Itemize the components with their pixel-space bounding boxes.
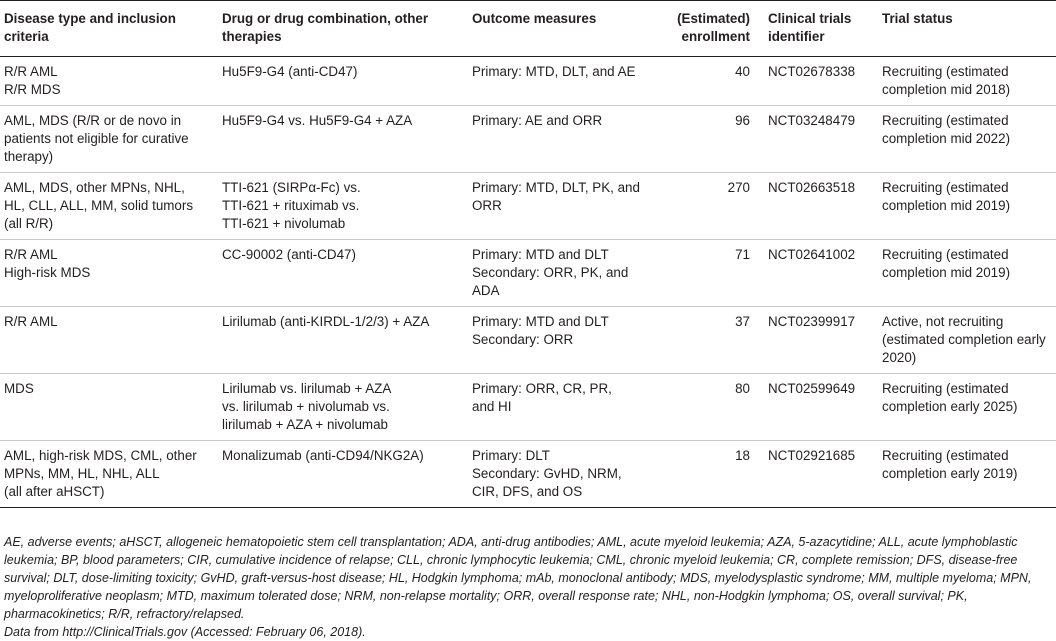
cell-outcome-line: Primary: ORR, CR, PR, [472, 381, 612, 396]
cell-disease-line: therapy) [4, 149, 54, 164]
cell-drug-line: Lirilumab vs. lirilumab + AZA [222, 381, 392, 396]
cell-outcome-line: CIR, DFS, and OS [472, 484, 583, 499]
table-footnote [4, 533, 1052, 641]
cell-status [878, 441, 1056, 508]
cell-outcome-line: Secondary: GvHD, NRM, [472, 466, 622, 481]
table-row [0, 441, 1056, 508]
cell-drug-line: lirilumab + AZA + nivolumab [222, 417, 388, 432]
cell-identifier: NCT02399917 [764, 307, 878, 374]
cell-drug-line: CC-90002 (anti-CD47) [222, 247, 356, 262]
header-row [0, 1, 1056, 57]
cell-enrollment: 80 [668, 374, 764, 441]
table-row [0, 57, 1056, 106]
cell-enrollment: 96 [668, 106, 764, 173]
cell-drug [218, 374, 468, 441]
cell-outcome-line: Primary: MTD and DLT [472, 314, 609, 329]
cell-outcome [468, 57, 668, 106]
cell-drug-line: Hu5F9-G4 (anti-CD47) [222, 64, 358, 79]
cell-disease [0, 240, 218, 307]
cell-drug [218, 240, 468, 307]
cell-outcome-line: Primary: MTD, DLT, PK, and [472, 180, 640, 195]
cell-disease-line: (all R/R) [4, 216, 54, 231]
cell-outcome-line: Primary: AE and ORR [472, 113, 603, 128]
cell-outcome-line: Primary: MTD, DLT, and AE [472, 64, 636, 79]
cell-drug-line: Lirilumab (anti-KIRDL-1/2/3) + AZA [222, 314, 430, 329]
cell-disease [0, 57, 218, 106]
cell-drug [218, 441, 468, 508]
cell-disease-line: MDS [4, 381, 34, 396]
cell-status [878, 57, 1056, 106]
cell-outcome [468, 307, 668, 374]
cell-drug-line: Hu5F9-G4 vs. Hu5F9-G4 + AZA [222, 113, 413, 128]
cell-status [878, 307, 1056, 374]
cell-status-line: (estimated completion early [882, 332, 1046, 347]
cell-disease [0, 307, 218, 374]
cell-disease [0, 441, 218, 508]
table-row [0, 106, 1056, 173]
cell-status-line: Recruiting (estimated [882, 180, 1009, 195]
table-row [0, 173, 1056, 240]
cell-disease-line: AML, MDS (R/R or de novo in [4, 113, 182, 128]
cell-status-line: 2020) [882, 350, 917, 365]
cell-enrollment: 40 [668, 57, 764, 106]
table-row [0, 307, 1056, 374]
cell-enrollment: 18 [668, 441, 764, 508]
cell-identifier: NCT02641002 [764, 240, 878, 307]
cell-disease-line: AML, MDS, other MPNs, NHL, [4, 180, 185, 195]
cell-status-line: Active, not recruiting [882, 314, 1004, 329]
cell-identifier: NCT03248479 [764, 106, 878, 173]
col-header-drug: Drug or drug combination, other therapies [218, 1, 468, 57]
cell-enrollment: 37 [668, 307, 764, 374]
col-header-status: Trial status [878, 1, 1056, 57]
cell-drug-line: TTI-621 + nivolumab [222, 216, 346, 231]
cell-disease-line: R/R MDS [4, 82, 61, 97]
cell-status-line: Recruiting (estimated [882, 64, 1009, 79]
cell-disease-line: MPNs, MM, HL, NHL, ALL [4, 466, 160, 481]
cell-status [878, 240, 1056, 307]
cell-status-line: completion mid 2019) [882, 265, 1011, 280]
col-header-identifier: Clinical trials identifier [764, 1, 878, 57]
cell-status-line: completion early 2025) [882, 399, 1018, 414]
cell-identifier: NCT02921685 [764, 441, 878, 508]
cell-outcome [468, 173, 668, 240]
col-header-enrollment: (Estimated) enrollment [668, 1, 764, 57]
cell-status-line: completion early 2019) [882, 466, 1018, 481]
cell-outcome-line: and HI [472, 399, 512, 414]
cell-drug-line: vs. lirilumab + nivolumab vs. [222, 399, 390, 414]
table-row [0, 374, 1056, 441]
abbreviations-note: AE, adverse events; aHSCT, allogeneic hematopoietic stem cell transplantation; ADA, anti-drug antibodies; AML, acute myeloid leukemia; AZA, 5-azacytidine; ALL, acute lymphoblastic leukemia; BP, blood parameters; CIR, cumulative incidence of relapse; CLL, chronic lymphocytic leukemia; CML, chronic myeloid leukemia; CR, complete remission; DFS, disease-free survival; DLT, dose-limiting toxicity; GvHD, graft-versus-host disease; HL, Hodgkin lymphoma; mAb, monoclonal antibody; MDS, myelodysplastic syndrome; MM, multiple myeloma; MPN, myeloproliferative neoplasm; MTD, maximum tolerated dose; NRM, non-relapse mortality; ORR, overall response rate; NHL, non-Hodgkin lymphoma; OS, overall survival; PK, pharmacokinetics; R/R, refractory/relapsed. [4, 535, 1032, 621]
cell-identifier: NCT02599649 [764, 374, 878, 441]
cell-outcome-line: ADA [472, 283, 500, 298]
cell-disease [0, 374, 218, 441]
cell-outcome-line: Secondary: ORR [472, 332, 574, 347]
cell-drug-line: TTI-621 + rituximab vs. [222, 198, 360, 213]
cell-disease-line: High-risk MDS [4, 265, 91, 280]
cell-status-line: Recruiting (estimated [882, 448, 1009, 463]
cell-disease [0, 106, 218, 173]
cell-status-line: Recruiting (estimated [882, 381, 1009, 396]
cell-status-line: completion mid 2022) [882, 131, 1011, 146]
cell-drug-line: Monalizumab (anti-CD94/NKG2A) [222, 448, 424, 463]
cell-disease-line: AML, high-risk MDS, CML, other [4, 448, 197, 463]
table-row [0, 240, 1056, 307]
table-body [0, 57, 1056, 508]
cell-outcome [468, 374, 668, 441]
cell-identifier: NCT02678338 [764, 57, 878, 106]
cell-disease [0, 173, 218, 240]
cell-drug-line: TTI-621 (SIRPα-Fc) vs. [222, 180, 361, 195]
cell-drug [218, 307, 468, 374]
cell-outcome-line: Primary: DLT [472, 448, 550, 463]
cell-status-line: completion mid 2018) [882, 82, 1011, 97]
cell-drug [218, 173, 468, 240]
cell-outcome-line: ORR [472, 198, 502, 213]
cell-disease-line: (all after aHSCT) [4, 484, 105, 499]
cell-outcome-line: Primary: MTD and DLT [472, 247, 609, 262]
cell-disease-line: R/R AML [4, 314, 58, 329]
col-header-disease: Disease type and inclusion criteria [0, 1, 218, 57]
source-note: Data from http://ClinicalTrials.gov (Accessed: February 06, 2018). [4, 625, 366, 639]
cell-identifier: NCT02663518 [764, 173, 878, 240]
table-header [0, 1, 1056, 57]
cell-status-line: Recruiting (estimated [882, 247, 1009, 262]
col-header-outcome: Outcome measures [468, 1, 668, 57]
cell-outcome [468, 240, 668, 307]
cell-status-line: Recruiting (estimated [882, 113, 1009, 128]
cell-status [878, 173, 1056, 240]
cell-drug [218, 106, 468, 173]
cell-disease-line: R/R AML [4, 64, 58, 79]
cell-outcome [468, 441, 668, 508]
cell-outcome [468, 106, 668, 173]
cell-disease-line: HL, CLL, ALL, MM, solid tumors [4, 198, 194, 213]
cell-disease-line: R/R AML [4, 247, 58, 262]
cell-status-line: completion mid 2019) [882, 198, 1011, 213]
cell-enrollment: 71 [668, 240, 764, 307]
cell-status [878, 106, 1056, 173]
cell-status [878, 374, 1056, 441]
cell-enrollment: 270 [668, 173, 764, 240]
cell-drug [218, 57, 468, 106]
cell-outcome-line: Secondary: ORR, PK, and [472, 265, 629, 280]
cell-disease-line: patients not eligible for curative [4, 131, 189, 146]
